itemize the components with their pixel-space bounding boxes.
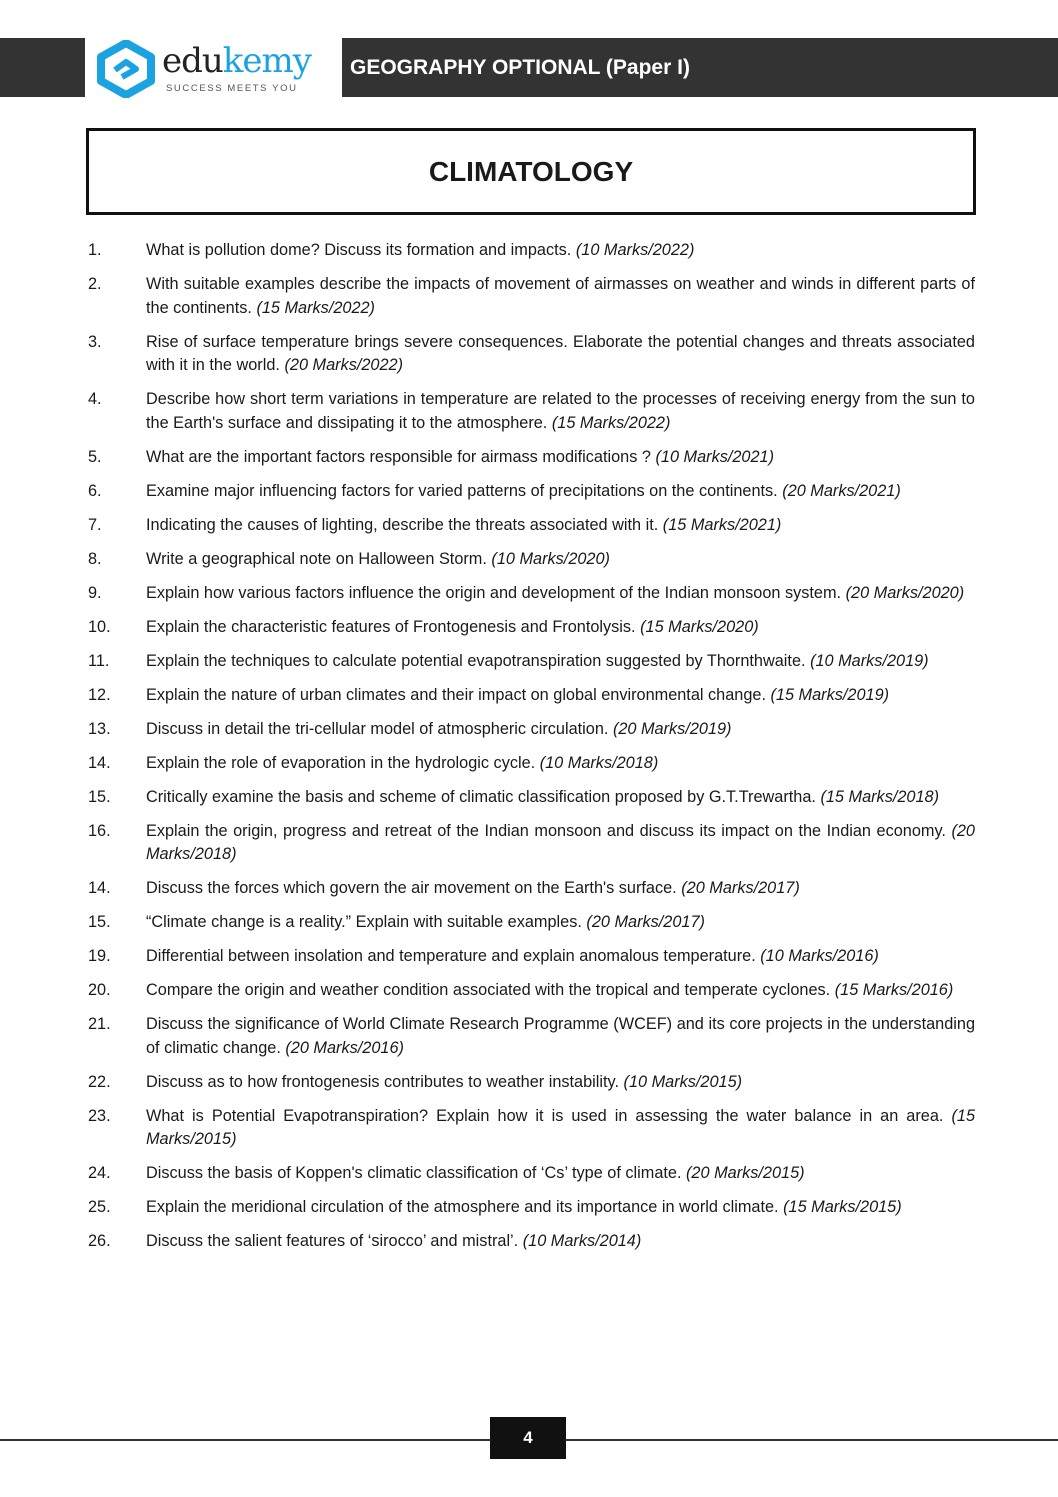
question-item bbox=[88, 1230, 975, 1254]
question-item bbox=[88, 273, 975, 320]
question-text bbox=[146, 1196, 975, 1220]
question-marks: (20 Marks/2020) bbox=[845, 583, 965, 602]
question-number: 1. bbox=[88, 241, 102, 259]
question-text bbox=[146, 548, 975, 572]
question-body: Discuss the forces which govern the air movement on the Earth's surface. bbox=[146, 879, 677, 897]
question-item bbox=[88, 446, 975, 470]
question-item bbox=[88, 945, 975, 969]
question-body: Describe how short term variations in temperature are related to the processes of receiving energy from the sun to the Earth's surface and dissipating it to the atmosphere. bbox=[146, 390, 975, 432]
question-body: Explain how various factors influence the origin and development of the Indian monsoon system. bbox=[146, 583, 842, 602]
logo-text-edu: edu bbox=[162, 41, 223, 81]
question-text bbox=[146, 616, 975, 640]
question-number: 22. bbox=[88, 1072, 111, 1091]
edukemy-logo bbox=[96, 40, 336, 98]
question-item bbox=[88, 1196, 975, 1220]
question-marks: (15 Marks/2021) bbox=[662, 515, 782, 534]
question-text bbox=[146, 786, 975, 810]
question-number: 20. bbox=[88, 981, 111, 999]
question-body: Explain the nature of urban climates and their impact on global environmental change. bbox=[146, 685, 766, 704]
question-number: 25. bbox=[88, 1198, 111, 1216]
question-text bbox=[146, 446, 975, 470]
question-body: Discuss the significance of World Climate Research Programme (WCEF) and its core projects in the understanding of climatic change. bbox=[146, 1015, 975, 1057]
question-text bbox=[146, 877, 975, 901]
question-item bbox=[88, 616, 975, 640]
question-text bbox=[146, 239, 975, 263]
question-marks: (20 Marks/2015) bbox=[686, 1164, 805, 1182]
question-marks: (20 Marks/2022) bbox=[284, 356, 404, 374]
question-marks: (15 Marks/2015) bbox=[783, 1198, 902, 1216]
question-marks: (15 Marks/2019) bbox=[770, 685, 890, 704]
question-marks: (20 Marks/2021) bbox=[782, 481, 901, 500]
question-body: Explain the characteristic features of Frontogenesis and Frontolysis. bbox=[146, 617, 636, 636]
question-marks: (20 Marks/2016) bbox=[285, 1038, 404, 1057]
question-text bbox=[146, 650, 975, 674]
question-text bbox=[146, 1105, 975, 1152]
question-body: Explain the role of evaporation in the hydrologic cycle. bbox=[146, 753, 536, 772]
question-number: 11. bbox=[88, 651, 110, 670]
question-marks: (15 Marks/2018) bbox=[820, 787, 939, 806]
question-marks: (10 Marks/2022) bbox=[575, 241, 695, 259]
question-body: Explain the meridional circulation of the atmosphere and its importance in world climate. bbox=[146, 1198, 779, 1216]
question-marks: (10 Marks/2020) bbox=[491, 549, 610, 568]
question-body: “Climate change is a reality.” Explain with suitable examples. bbox=[146, 913, 582, 931]
question-number: 21. bbox=[88, 1015, 111, 1033]
question-marks: (15 Marks/2020) bbox=[640, 617, 759, 636]
question-body: Critically examine the basis and scheme of climatic classification proposed by G.T.Trewartha. bbox=[146, 787, 816, 806]
question-item bbox=[88, 582, 975, 606]
question-text bbox=[146, 820, 975, 867]
question-body: What is Potential Evapotranspiration? Explain how it is used in assessing the water balance in an area. bbox=[146, 1106, 944, 1125]
question-text bbox=[146, 1230, 975, 1254]
question-marks: (10 Marks/2014) bbox=[522, 1232, 642, 1250]
question-list bbox=[88, 239, 975, 1264]
question-marks: (10 Marks/2019) bbox=[810, 651, 929, 670]
question-item bbox=[88, 1071, 975, 1095]
question-body: What are the important factors responsible for airmass modifications ? bbox=[146, 447, 651, 466]
question-body: Rise of surface temperature brings severe consequences. Elaborate the potential changes and threats associated with it in the world. bbox=[146, 332, 975, 374]
question-item bbox=[88, 718, 975, 742]
question-text bbox=[146, 480, 975, 504]
question-body: Discuss as to how frontogenesis contributes to weather instability. bbox=[146, 1072, 619, 1091]
question-item bbox=[88, 877, 975, 901]
question-item bbox=[88, 820, 975, 867]
question-number: 26. bbox=[88, 1232, 111, 1250]
question-item bbox=[88, 1013, 975, 1060]
question-number: 14. bbox=[88, 879, 111, 897]
question-number: 3. bbox=[88, 332, 102, 351]
question-text bbox=[146, 1071, 975, 1095]
question-body: What is pollution dome? Discuss its formation and impacts. bbox=[146, 241, 572, 259]
question-item bbox=[88, 1162, 975, 1186]
question-body: With suitable examples describe the impacts of movement of airmasses on weather and winds in different parts of the continents. bbox=[146, 275, 975, 317]
question-number: 2. bbox=[88, 275, 102, 293]
question-item bbox=[88, 979, 975, 1003]
question-text bbox=[146, 331, 975, 378]
question-item bbox=[88, 1105, 975, 1152]
question-marks: (10 Marks/2021) bbox=[655, 447, 775, 466]
question-body: Differential between insolation and temperature and explain anomalous temperature. bbox=[146, 947, 756, 965]
question-text bbox=[146, 582, 975, 606]
question-text bbox=[146, 514, 975, 538]
question-number: 16. bbox=[88, 821, 111, 840]
question-number: 10. bbox=[88, 617, 111, 636]
question-marks: (10 Marks/2016) bbox=[760, 947, 879, 965]
question-number: 4. bbox=[88, 390, 102, 408]
question-text bbox=[146, 273, 975, 320]
question-number: 5. bbox=[88, 447, 102, 466]
question-text bbox=[146, 752, 975, 776]
question-item bbox=[88, 239, 975, 263]
question-number: 8. bbox=[88, 549, 102, 568]
question-body: Discuss the basis of Koppen's climatic classification of ‘Cs’ type of climate. bbox=[146, 1164, 682, 1182]
question-item bbox=[88, 786, 975, 810]
edukemy-logo-icon bbox=[96, 40, 156, 98]
question-number: 15. bbox=[88, 913, 111, 931]
question-text bbox=[146, 1162, 975, 1186]
question-number: 19. bbox=[88, 947, 111, 965]
question-item bbox=[88, 548, 975, 572]
question-body: Explain the techniques to calculate potential evapotranspiration suggested by Thornthwaite. bbox=[146, 651, 806, 670]
question-marks: (15 Marks/2015) bbox=[146, 1106, 976, 1148]
logo-text-kemy: kemy bbox=[222, 41, 311, 81]
question-text bbox=[146, 911, 975, 935]
question-body: Indicating the causes of lighting, describe the threats associated with it. bbox=[146, 515, 659, 534]
question-text bbox=[146, 979, 975, 1003]
question-number: 24. bbox=[88, 1164, 111, 1182]
question-body: Discuss the salient features of ‘sirocco’ and mistral’. bbox=[146, 1232, 519, 1250]
logo-tagline: SUCCESS MEETS YOU bbox=[166, 83, 298, 94]
page-number: 4 bbox=[490, 1417, 566, 1459]
question-marks: (15 Marks/2022) bbox=[551, 413, 671, 432]
question-item bbox=[88, 650, 975, 674]
question-marks: (20 Marks/2017) bbox=[586, 913, 705, 931]
question-item bbox=[88, 480, 975, 504]
question-number: 9. bbox=[88, 583, 102, 602]
page-title: CLIMATOLOGY bbox=[86, 128, 976, 215]
question-marks: (10 Marks/2018) bbox=[539, 753, 659, 772]
question-text bbox=[146, 684, 975, 708]
question-marks: (15 Marks/2016) bbox=[834, 981, 954, 999]
question-body: Discuss in detail the tri-cellular model of atmospheric circulation. bbox=[146, 719, 609, 738]
question-marks: (20 Marks/2018) bbox=[146, 821, 975, 863]
question-marks: (15 Marks/2022) bbox=[256, 298, 375, 317]
question-number: 15. bbox=[88, 787, 111, 806]
subject-header: GEOGRAPHY OPTIONAL (Paper I) bbox=[342, 38, 1058, 97]
question-item bbox=[88, 514, 975, 538]
question-item bbox=[88, 331, 975, 378]
question-marks: (10 Marks/2015) bbox=[623, 1072, 743, 1091]
question-number: 12. bbox=[88, 685, 111, 704]
question-item bbox=[88, 684, 975, 708]
question-marks: (20 Marks/2017) bbox=[681, 879, 800, 897]
question-text bbox=[146, 388, 975, 435]
question-item bbox=[88, 752, 975, 776]
question-body: Write a geographical note on Halloween Storm. bbox=[146, 549, 487, 568]
header-bar-left bbox=[0, 38, 85, 97]
question-number: 23. bbox=[88, 1106, 111, 1125]
question-marks: (20 Marks/2019) bbox=[612, 719, 732, 738]
question-number: 14. bbox=[88, 753, 111, 772]
question-number: 6. bbox=[88, 481, 102, 500]
question-item bbox=[88, 911, 975, 935]
question-text bbox=[146, 718, 975, 742]
question-body: Examine major influencing factors for varied patterns of precipitations on the continents. bbox=[146, 481, 778, 500]
question-number: 13. bbox=[88, 719, 111, 738]
question-text bbox=[146, 1013, 975, 1060]
question-text bbox=[146, 945, 975, 969]
logo-wordmark bbox=[162, 42, 311, 80]
question-body: Compare the origin and weather condition associated with the tropical and temperate cyclones. bbox=[146, 981, 831, 999]
question-item bbox=[88, 388, 975, 435]
question-number: 7. bbox=[88, 515, 102, 534]
question-body: Explain the origin, progress and retreat of the Indian monsoon and discuss its impact on the Indian economy. bbox=[146, 821, 946, 840]
